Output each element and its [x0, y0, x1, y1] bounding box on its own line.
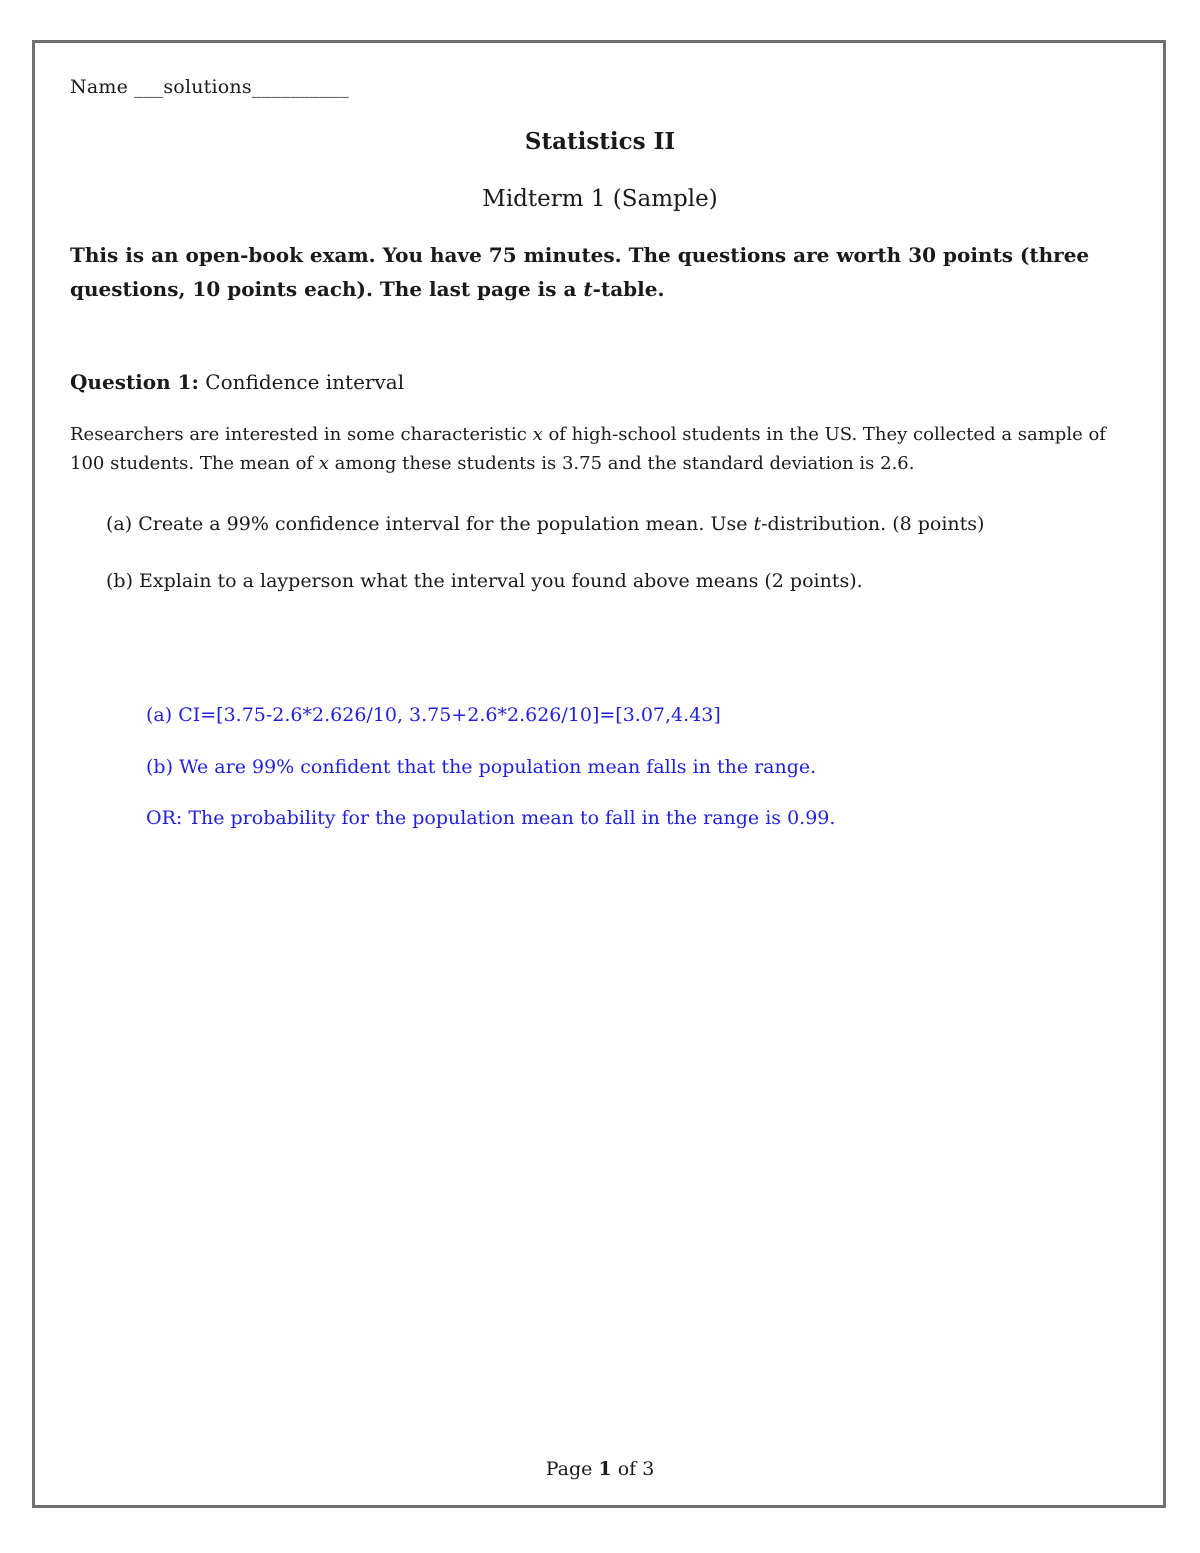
intro-text-4: -table. [592, 277, 665, 301]
q1-body-2: of high-school students in the US. They collected a sample of 100 students. The mean of [70, 424, 1106, 474]
answer-b: (b) We are 99% confident that the population mean falls in the range. [146, 756, 817, 778]
question-1-part-a [106, 513, 984, 535]
answer-or: OR: The probability for the population mean to fall in the range is 0.99. [146, 807, 836, 829]
question-1-heading [70, 370, 404, 394]
name-line: Name ___solutions__________ [70, 76, 349, 98]
part-a-pre: (a) Create a 99% confidence interval for the population mean. Use [106, 513, 754, 535]
q1-body-1: Researchers are interested in some characteristic [70, 424, 533, 445]
course-title: Statistics II [524, 128, 676, 155]
intro-text-2: minutes. The questions are worth [516, 243, 909, 267]
intro-points: 30 [908, 243, 937, 267]
page-number: 1 [598, 1458, 612, 1480]
question-1-title: Confidence interval [198, 370, 405, 394]
q1-var-2: x [318, 453, 329, 474]
exam-instructions [70, 238, 1110, 306]
answer-a: (a) CI=[3.75-2.6*2.626/10, 3.75+2.6*2.626/10]=[3.07,4.43] [146, 704, 721, 726]
page-label: Page [545, 1458, 599, 1480]
part-a-t: t [753, 513, 762, 535]
intro-text-3: points (three questions, 10 points each). The last page is a [70, 243, 1090, 301]
page-total: of 3 [611, 1458, 655, 1480]
intro-minutes: 75 [488, 243, 517, 267]
question-1-label: Question 1: [70, 370, 199, 394]
intro-text-1: This is an open-book exam. You have [70, 243, 489, 267]
question-1-body [70, 420, 1120, 478]
part-a-post: -distribution. (8 points) [761, 513, 985, 535]
page-footer [0, 1458, 1200, 1480]
question-1-part-b: (b) Explain to a layperson what the interval you found above means (2 points). [106, 570, 863, 592]
q1-var-1: x [532, 424, 543, 445]
intro-t: t [583, 277, 593, 301]
q1-body-3: among these students is 3.75 and the standard deviation is 2.6. [328, 453, 915, 474]
exam-title: Midterm 1 (Sample) [482, 186, 718, 212]
